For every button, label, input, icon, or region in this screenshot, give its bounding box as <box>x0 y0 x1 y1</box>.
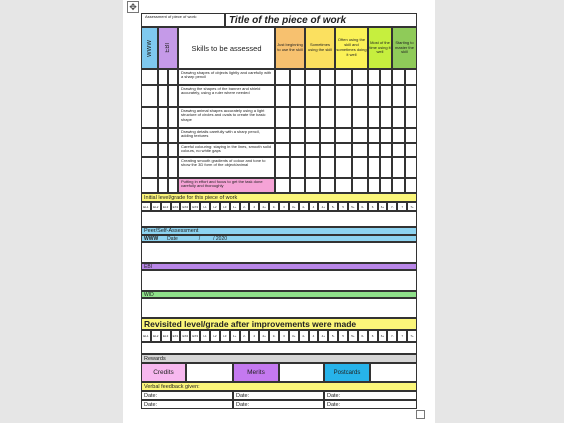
rating-cell[interactable] <box>275 69 290 85</box>
rating-cell[interactable] <box>405 178 417 193</box>
ebi-checkbox-cell[interactable] <box>168 107 178 128</box>
rating-cell[interactable] <box>380 85 392 107</box>
rating-cell[interactable] <box>368 143 380 157</box>
date-label: Date: <box>327 402 341 408</box>
grade-option[interactable]: 4+ <box>318 330 328 342</box>
grade-option[interactable]: 3+ <box>289 202 299 211</box>
rating-cell[interactable] <box>352 128 368 143</box>
grade-option[interactable]: 7 <box>397 202 407 211</box>
ebi-checkbox-cell[interactable] <box>168 178 178 193</box>
grade-option[interactable]: 7+ <box>407 330 417 342</box>
resize-handle-icon[interactable] <box>416 410 425 419</box>
skills-header: Skills to be assessed <box>178 27 275 69</box>
rating-cell[interactable] <box>305 178 320 193</box>
peer-ebi-band: EBI <box>141 263 417 270</box>
grade-option[interactable]: EL1 <box>141 202 151 211</box>
ebi-header: EBI <box>158 27 178 69</box>
grade-option[interactable]: EX2 <box>180 202 190 211</box>
skill-description <box>178 157 275 178</box>
rating-cell[interactable] <box>392 143 405 157</box>
rating-cell[interactable] <box>335 128 352 143</box>
verbal-feedback-date-cell[interactable] <box>233 391 324 400</box>
postcards-cell[interactable]: Postcards <box>324 363 370 382</box>
rating-cell[interactable] <box>335 178 352 193</box>
skill-text: Drawing animal shapes accurately using a light structure of circles and ovals to create the basic shape <box>181 107 266 123</box>
skill-description <box>178 178 275 193</box>
grade-option[interactable]: EX3 <box>190 330 200 342</box>
date-label: Date: <box>236 393 250 399</box>
rating-cell[interactable] <box>405 157 417 178</box>
rating-cell[interactable] <box>290 128 305 143</box>
grade-option[interactable]: 6+ <box>378 330 388 342</box>
grade-option[interactable]: 2- <box>240 202 250 211</box>
merits-entry[interactable] <box>279 363 324 382</box>
rating-cell[interactable] <box>290 143 305 157</box>
ebi-checkbox-cell[interactable] <box>158 143 168 157</box>
grade-option[interactable]: EX1 <box>171 202 181 211</box>
grade-option[interactable]: L2 <box>210 202 220 211</box>
rating-cell[interactable] <box>392 107 405 128</box>
verbal-feedback-date-cell[interactable] <box>141 391 233 400</box>
grade-option[interactable]: 5 <box>338 330 348 342</box>
grade-option[interactable]: L1 <box>200 330 210 342</box>
grade-option[interactable]: EX2 <box>180 330 190 342</box>
rating-cell[interactable] <box>352 178 368 193</box>
rating-cell[interactable] <box>392 69 405 85</box>
skill-description <box>178 143 275 157</box>
rating-cell[interactable] <box>405 128 417 143</box>
rating-cell[interactable] <box>368 128 380 143</box>
grade-option[interactable]: 7 <box>397 330 407 342</box>
skill-text: Drawing details carefully with a sharp pencil, adding textures <box>181 128 260 139</box>
grade-option[interactable]: 7- <box>387 330 397 342</box>
skill-description <box>178 69 275 85</box>
rating-cell[interactable] <box>380 143 392 157</box>
rating-cell[interactable] <box>275 178 290 193</box>
page-title[interactable]: Title of the piece of work <box>229 15 347 26</box>
rating-cell[interactable] <box>320 143 335 157</box>
rating-cell[interactable] <box>352 69 368 85</box>
rating-cell[interactable] <box>275 107 290 128</box>
skill-text: Careful colouring: staying in the lines, smooth solid colours, no white gaps <box>181 143 272 154</box>
verbal-feedback-date-cell[interactable] <box>233 400 324 409</box>
rating-cell[interactable] <box>405 85 417 107</box>
rating-cell[interactable] <box>368 69 380 85</box>
ebi-checkbox-cell[interactable] <box>168 85 178 107</box>
rating-cell[interactable] <box>305 107 320 128</box>
rating-cell[interactable] <box>352 107 368 128</box>
rewards-band: Rewards <box>141 354 417 363</box>
rating-cell[interactable] <box>320 85 335 107</box>
rating-cell[interactable] <box>305 128 320 143</box>
rating-cell[interactable] <box>320 107 335 128</box>
peer-www-field[interactable] <box>141 242 417 263</box>
grade-option[interactable]: 3- <box>269 330 279 342</box>
grade-option[interactable]: 5- <box>328 202 338 211</box>
ebi-checkbox-cell[interactable] <box>158 157 168 178</box>
rating-cell[interactable] <box>380 128 392 143</box>
grade-option[interactable]: 6- <box>358 202 368 211</box>
peer-www-band: WWW Date / / 2020 <box>141 235 417 242</box>
rating-cell[interactable] <box>275 85 290 107</box>
grade-option[interactable]: 4+ <box>318 202 328 211</box>
rating-cell[interactable] <box>368 107 380 128</box>
title-cell <box>225 13 417 27</box>
revisited-grade-answer-row[interactable] <box>141 342 417 354</box>
rating-cell[interactable] <box>368 178 380 193</box>
grade-option[interactable]: 2+ <box>259 330 269 342</box>
rating-cell[interactable] <box>405 143 417 157</box>
ebi-checkbox-cell[interactable] <box>158 85 168 107</box>
rating-cell[interactable] <box>335 69 352 85</box>
grade-option[interactable]: L3 <box>220 330 230 342</box>
rating-cell[interactable] <box>320 128 335 143</box>
date-label: Date: <box>144 393 158 399</box>
grade-option[interactable]: 6 <box>368 330 378 342</box>
ebi-checkbox-cell[interactable] <box>168 143 178 157</box>
verbal-feedback-band: Verbal feedback given: <box>141 382 417 391</box>
skill-description <box>178 107 275 128</box>
skill-text: Creating smooth gradients of colour and tone to show the 3D form of the object/animal <box>181 157 266 168</box>
www-checkbox-cell[interactable] <box>141 143 158 157</box>
table-move-handle-icon[interactable]: ✥ <box>127 1 139 13</box>
revisited-level-band: Revisited level/grade after improvements were made <box>141 318 417 330</box>
rating-cell[interactable] <box>352 85 368 107</box>
verbal-feedback-date-cell[interactable] <box>324 391 417 400</box>
rating-cell[interactable] <box>352 143 368 157</box>
ebi-checkbox-cell[interactable] <box>168 69 178 85</box>
grade-option[interactable]: EL1 <box>141 330 151 342</box>
grade-option[interactable]: 4- <box>299 330 309 342</box>
date-label: Date: <box>236 402 250 408</box>
rating-cell[interactable] <box>320 69 335 85</box>
rating-cell[interactable] <box>290 178 305 193</box>
peer-wid-field[interactable] <box>141 298 417 318</box>
skill-description <box>178 85 275 107</box>
grade-option[interactable]: EL2 <box>151 330 161 342</box>
rating-cell[interactable] <box>320 157 335 178</box>
grade-option[interactable]: 5+ <box>348 330 358 342</box>
rating-cell[interactable] <box>405 69 417 85</box>
level-header-2: Sometimes using the skill <box>305 27 335 69</box>
grade-option[interactable]: EL2 <box>151 202 161 211</box>
rating-cell[interactable] <box>290 85 305 107</box>
rating-cell[interactable] <box>405 107 417 128</box>
ebi-checkbox-cell[interactable] <box>158 128 168 143</box>
ebi-checkbox-cell[interactable] <box>158 178 168 193</box>
rating-cell[interactable] <box>305 85 320 107</box>
grade-option[interactable]: 2+ <box>259 202 269 211</box>
rating-cell[interactable] <box>320 178 335 193</box>
verbal-feedback-date-cell[interactable] <box>324 400 417 409</box>
credits-entry[interactable] <box>186 363 233 382</box>
grade-option[interactable]: 6- <box>358 330 368 342</box>
rating-cell[interactable] <box>335 143 352 157</box>
grade-option[interactable]: 2 <box>249 202 259 211</box>
level-header-5: Starting to master the skill <box>392 27 417 69</box>
level-header-1: Just beginning to use the skill <box>275 27 305 69</box>
skill-text: Drawing the shapes of the banner and shield accurately, using a ruler where needed <box>181 85 261 96</box>
rating-cell[interactable] <box>335 85 352 107</box>
rating-cell[interactable] <box>380 107 392 128</box>
grade-option[interactable]: EX3 <box>190 202 200 211</box>
rating-cell[interactable] <box>368 85 380 107</box>
www-checkbox-cell[interactable] <box>141 69 158 85</box>
rating-cell[interactable] <box>275 157 290 178</box>
rating-cell[interactable] <box>352 157 368 178</box>
rating-cell[interactable] <box>290 107 305 128</box>
rating-cell[interactable] <box>392 157 405 178</box>
peer-ebi-field[interactable] <box>141 270 417 291</box>
grade-option[interactable]: EL3 <box>161 202 171 211</box>
skill-text: Putting in effort and focus to get the task done carefully and thoroughly <box>181 178 263 189</box>
www-checkbox-cell[interactable] <box>141 178 158 193</box>
grade-option[interactable]: 3 <box>279 330 289 342</box>
rating-cell[interactable] <box>275 128 290 143</box>
rating-cell[interactable] <box>335 157 352 178</box>
www-checkbox-cell[interactable] <box>141 85 158 107</box>
rating-cell[interactable] <box>392 178 405 193</box>
www-checkbox-cell[interactable] <box>141 157 158 178</box>
grade-option[interactable]: EL3 <box>161 330 171 342</box>
rating-cell[interactable] <box>290 157 305 178</box>
grade-option[interactable]: L3 <box>220 202 230 211</box>
ebi-checkbox-cell[interactable] <box>158 107 168 128</box>
www-checkbox-cell[interactable] <box>141 128 158 143</box>
grade-option[interactable]: 7+ <box>407 202 417 211</box>
merits-cell[interactable]: Merits <box>233 363 279 382</box>
ebi-checkbox-cell[interactable] <box>168 157 178 178</box>
rating-cell[interactable] <box>380 69 392 85</box>
date-label: Date: <box>327 393 341 399</box>
grade-option[interactable]: 4- <box>299 202 309 211</box>
www-checkbox-cell[interactable] <box>141 107 158 128</box>
grade-option[interactable]: 5+ <box>348 202 358 211</box>
peer-wid-band: WID <box>141 291 417 298</box>
assessment-label-cell <box>141 13 225 27</box>
rating-cell[interactable] <box>305 69 320 85</box>
grade-option[interactable]: 4 <box>309 202 319 211</box>
rating-cell[interactable] <box>305 157 320 178</box>
grade-option[interactable]: 3 <box>279 202 289 211</box>
rating-cell[interactable] <box>392 85 405 107</box>
grade-option[interactable]: L1 <box>200 202 210 211</box>
rating-cell[interactable] <box>380 178 392 193</box>
grade-option[interactable]: 1+ <box>230 202 240 211</box>
postcards-entry[interactable] <box>370 363 417 382</box>
rating-cell[interactable] <box>335 107 352 128</box>
level-header-4: Most of the time using it well <box>368 27 392 69</box>
grade-option[interactable]: 1+ <box>230 330 240 342</box>
grade-option[interactable]: 5 <box>338 202 348 211</box>
peer-assessment-band: Peer/Self-Assessment <box>141 227 417 235</box>
level-header-3: Often using the skill and sometimes doing it well <box>335 27 368 69</box>
grade-option[interactable]: 5- <box>328 330 338 342</box>
grade-option[interactable]: 3- <box>269 202 279 211</box>
initial-grade-answer-row[interactable] <box>141 211 417 227</box>
ebi-checkbox-cell[interactable] <box>158 69 168 85</box>
rating-cell[interactable] <box>305 143 320 157</box>
skill-text: Drawing shapes of objects lightly and carefully with a sharp pencil <box>181 69 272 80</box>
rating-cell[interactable] <box>290 69 305 85</box>
grade-option[interactable]: 6+ <box>378 202 388 211</box>
grade-option[interactable]: 2 <box>249 330 259 342</box>
rating-cell[interactable] <box>368 157 380 178</box>
grade-option[interactable]: 2- <box>240 330 250 342</box>
grade-option[interactable]: 3+ <box>289 330 299 342</box>
initial-level-band: Initial level/grade for this piece of work <box>141 193 417 202</box>
rating-cell[interactable] <box>380 157 392 178</box>
grade-option[interactable]: 6 <box>368 202 378 211</box>
skill-description <box>178 128 275 143</box>
credits-cell[interactable]: Credits <box>141 363 186 382</box>
grade-option[interactable]: L2 <box>210 330 220 342</box>
assessment-label: Assessment of piece of work: <box>145 14 198 19</box>
rating-cell[interactable] <box>275 143 290 157</box>
grade-option[interactable]: 7- <box>387 202 397 211</box>
www-header: WWW <box>141 27 158 69</box>
grade-option[interactable]: EX1 <box>171 330 181 342</box>
grade-option[interactable]: 4 <box>309 330 319 342</box>
verbal-feedback-date-cell[interactable] <box>141 400 233 409</box>
ebi-checkbox-cell[interactable] <box>168 128 178 143</box>
rating-cell[interactable] <box>392 128 405 143</box>
date-label: Date: <box>144 402 158 408</box>
